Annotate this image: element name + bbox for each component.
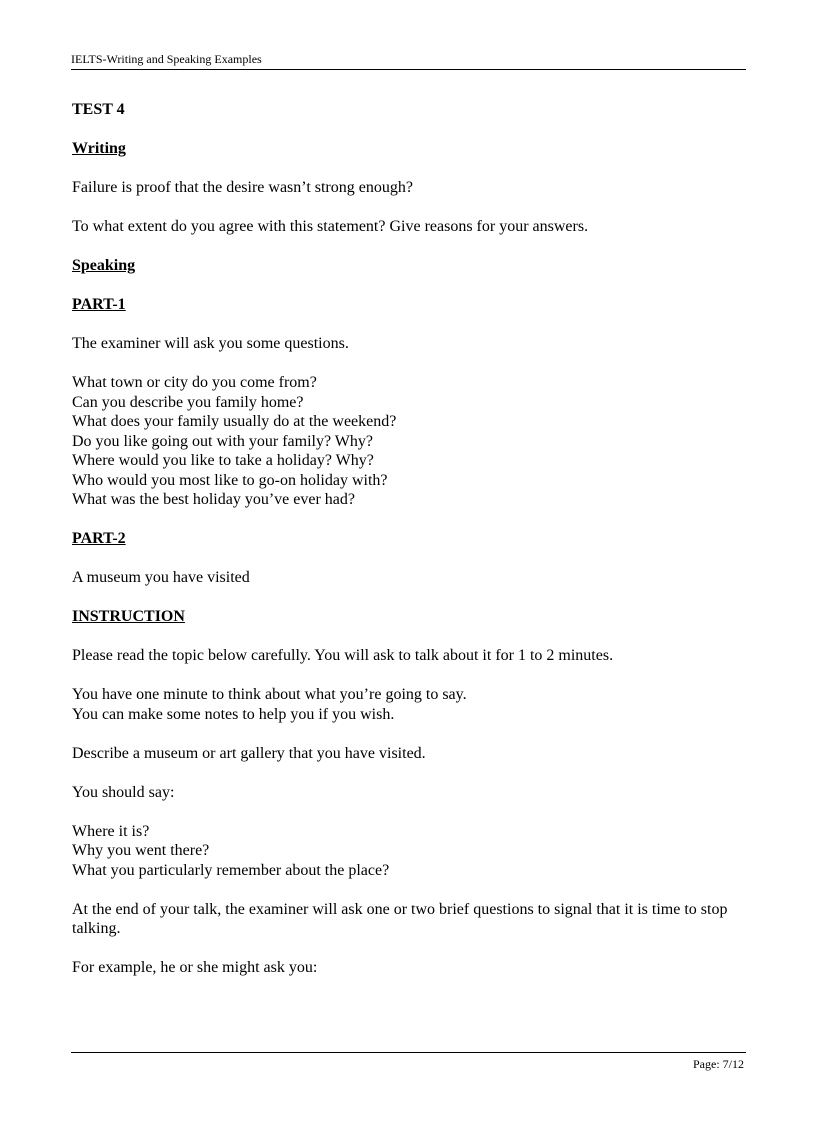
list-item: Do you like going out with your family? Why? bbox=[72, 432, 373, 450]
page-footer bbox=[71, 1052, 746, 1073]
list-item: What was the best holiday you’ve ever had? bbox=[72, 491, 356, 508]
header-title: IELTS-Writing and Speaking Examples bbox=[71, 52, 262, 66]
test-title: TEST 4 bbox=[72, 101, 125, 118]
writing-instruction: To what extent do you agree with this statement? Give reasons for your answers. bbox=[72, 218, 589, 235]
instruction-think bbox=[72, 685, 747, 724]
instruction-read: Please read the topic below carefully. You will ask to talk about it for 1 to 2 minutes. bbox=[72, 647, 614, 664]
list-item: What does your family usually do at the weekend? bbox=[72, 413, 397, 430]
page-header bbox=[71, 52, 746, 70]
list-item: What you particularly remember about the place? bbox=[72, 861, 390, 879]
instruction-points bbox=[72, 822, 747, 881]
instruction-heading: INSTRUCTION bbox=[72, 608, 185, 625]
list-item: Why you went there? bbox=[72, 842, 210, 859]
list-item: Can you describe you family home? bbox=[72, 393, 304, 411]
speaking-heading: Speaking bbox=[72, 257, 136, 274]
list-item: You can make some notes to help you if you wish. bbox=[72, 705, 395, 723]
part1-question-list bbox=[72, 373, 747, 510]
part1-intro: The examiner will ask you some questions. bbox=[72, 335, 349, 352]
list-item: You have one minute to think about what you’re going to say. bbox=[72, 686, 467, 703]
writing-heading: Writing bbox=[72, 140, 126, 157]
writing-prompt: Failure is proof that the desire wasn’t strong enough? bbox=[72, 179, 413, 196]
part2-heading: PART-2 bbox=[72, 530, 126, 547]
list-item: Where would you like to take a holiday? Why? bbox=[72, 452, 374, 469]
instruction-describe: Describe a museum or art gallery that you have visited. bbox=[72, 744, 426, 762]
document-body bbox=[72, 100, 747, 997]
list-item: Who would you most like to go-on holiday with? bbox=[72, 471, 388, 489]
list-item: What town or city do you come from? bbox=[72, 374, 317, 391]
part1-heading: PART-1 bbox=[72, 296, 126, 313]
page-number: Page: 7/12 bbox=[693, 1057, 744, 1071]
list-item: Where it is? bbox=[72, 822, 150, 840]
part2-topic: A museum you have visited bbox=[72, 569, 250, 586]
instruction-should-say: You should say: bbox=[72, 783, 175, 801]
instruction-end-note: At the end of your talk, the examiner will ask one or two brief questions to signal that it is time to stop talking. bbox=[72, 900, 728, 937]
instruction-example: For example, he or she might ask you: bbox=[72, 959, 318, 976]
